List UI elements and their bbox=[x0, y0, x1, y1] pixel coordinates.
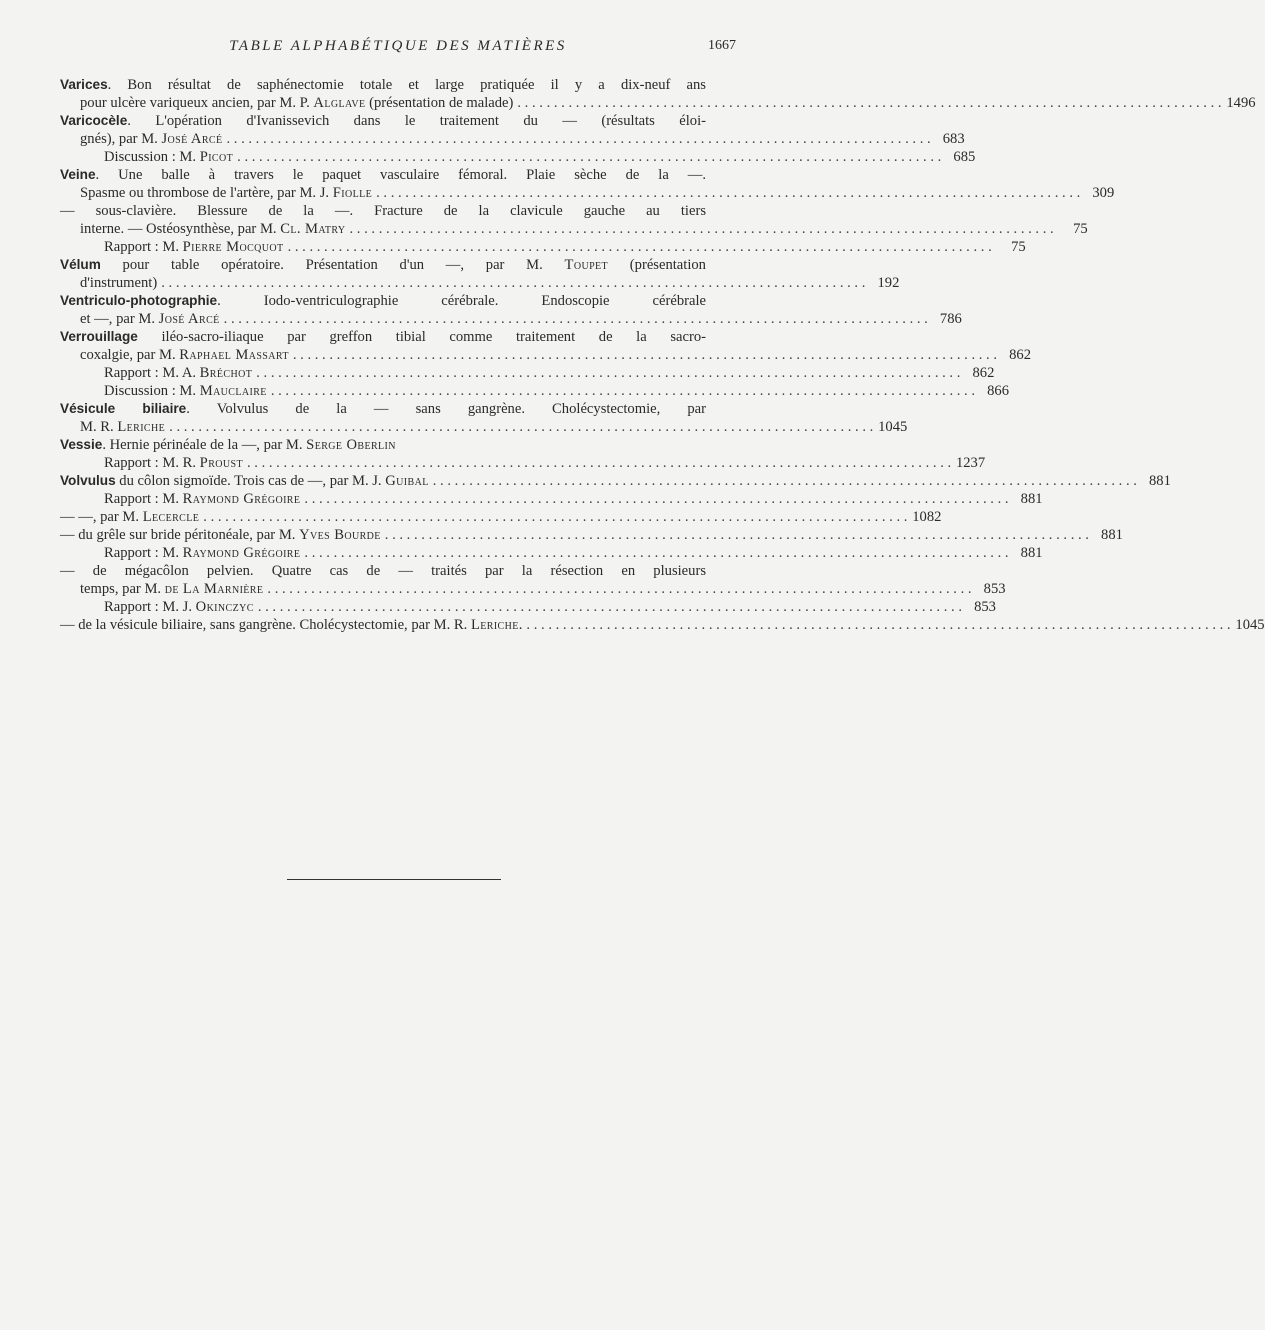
entry-segment: . bbox=[518, 617, 523, 633]
header-title: TABLE ALPHABÉTIQUE DES MATIÈRES bbox=[229, 38, 567, 54]
leader-dots bbox=[288, 238, 992, 256]
index-entries bbox=[60, 76, 1265, 634]
entry-segment: iléo-sacro-iliaque par greffon tibial comme traitement de la sacro- bbox=[137, 329, 706, 345]
entry-segment: et —, par M. bbox=[80, 311, 159, 327]
page-reference: 881 bbox=[1020, 545, 1043, 561]
entry-text bbox=[60, 328, 706, 346]
entry-segment: interne. — Ostéosynthèse, par M. bbox=[80, 221, 281, 237]
entry-segment: . L'opération d'Ivanissevich dans le traitement du — (résultats éloi- bbox=[127, 113, 706, 129]
entry-text bbox=[60, 472, 429, 490]
index-line bbox=[60, 616, 1265, 634]
leader-dots bbox=[203, 508, 907, 526]
entry-text bbox=[104, 544, 300, 562]
entry-segment: . Volvulus de la — sans gangrène. Cholécystectomie, par bbox=[186, 401, 706, 417]
entry-text bbox=[60, 76, 706, 94]
index-line bbox=[60, 454, 986, 472]
entry-text bbox=[60, 562, 706, 580]
page-reference: 1082 bbox=[912, 509, 942, 525]
entry-text bbox=[104, 364, 252, 382]
leader-dots bbox=[517, 94, 1221, 112]
entry-heading: Vésicule biliaire bbox=[60, 401, 187, 416]
entry-segment: temps, par M. bbox=[80, 581, 165, 597]
index-line bbox=[60, 598, 996, 616]
index-line bbox=[60, 436, 736, 454]
leader-dots bbox=[350, 220, 1054, 238]
index-line bbox=[60, 346, 1031, 364]
index-line bbox=[60, 94, 1256, 112]
entry-text bbox=[80, 94, 513, 112]
entry-segment: pour table opératoire. Présentation d'un —, par M. bbox=[100, 257, 565, 273]
author-name: Leriche bbox=[470, 617, 519, 633]
entry-text bbox=[60, 508, 199, 526]
entry-text bbox=[60, 436, 396, 454]
entry-segment: Spasme ou thrombose de l'artère, par M. J. bbox=[80, 185, 333, 201]
leader-dots bbox=[385, 526, 1089, 544]
author-name: Bréchot bbox=[199, 365, 253, 381]
page-reference: 786 bbox=[939, 311, 962, 327]
index-line bbox=[60, 382, 1009, 400]
leader-dots bbox=[271, 382, 975, 400]
index-line bbox=[60, 112, 736, 130]
entry-text bbox=[80, 418, 165, 436]
entry-segment: — —, par M. bbox=[60, 509, 143, 525]
page-reference: 881 bbox=[1149, 473, 1171, 489]
entry-segment: — de mégacôlon pelvien. Quatre cas de — traités par la résection en plusieurs bbox=[60, 563, 706, 579]
entry-text bbox=[60, 616, 522, 634]
leader-dots bbox=[237, 148, 941, 166]
entry-text bbox=[60, 292, 706, 310]
index-line bbox=[60, 166, 736, 184]
entry-segment: . Une balle à travers le paquet vasculaire fémoral. Plaie sèche de la —. bbox=[95, 167, 706, 183]
entry-segment: pour ulcère variqueux ancien, par M. P. bbox=[80, 95, 314, 111]
entry-heading: Vessie bbox=[60, 437, 103, 452]
entry-text bbox=[104, 598, 254, 616]
leader-dots bbox=[226, 130, 930, 148]
entry-text bbox=[104, 238, 284, 256]
index-line bbox=[60, 580, 1006, 598]
author-name: Mauclaire bbox=[199, 383, 267, 399]
entry-heading: Volvulus bbox=[60, 473, 116, 488]
entry-segment: Rapport : M. bbox=[104, 545, 183, 561]
entry-segment: Rapport : M. J. bbox=[104, 599, 196, 615]
index-line bbox=[60, 472, 1171, 490]
entry-heading: Veine bbox=[60, 167, 96, 182]
leader-dots bbox=[267, 580, 971, 598]
leader-dots bbox=[224, 310, 928, 328]
entry-segment: — de la vésicule biliaire, sans gangrène. Cholécystectomie, par M. R. bbox=[60, 617, 471, 633]
page-reference: 685 bbox=[953, 149, 976, 165]
page-reference: 881 bbox=[1101, 527, 1123, 543]
page-reference: 1045 bbox=[1235, 617, 1265, 633]
index-line bbox=[60, 148, 976, 166]
page-reference: 866 bbox=[987, 383, 1009, 399]
entry-text bbox=[60, 202, 706, 220]
entry-segment: — du grêle sur bride péritonéale, par M. bbox=[60, 527, 300, 543]
author-name: Cl. Matry bbox=[280, 221, 346, 237]
author-name: Guibal bbox=[385, 473, 429, 489]
entry-text bbox=[80, 346, 289, 364]
author-name: Fiolle bbox=[332, 185, 373, 201]
entry-segment: — sous-clavière. Blessure de la —. Fracture de la clavicule gauche au tiers bbox=[60, 203, 706, 219]
page-reference: 862 bbox=[972, 365, 995, 381]
entry-segment: . Bon résultat de saphénectomie totale et large pratiquée il y a dix-neuf ans bbox=[107, 77, 706, 93]
entry-heading: Varicocèle bbox=[60, 113, 128, 128]
entry-heading: Ventriculo-photographie bbox=[60, 293, 218, 308]
entry-text bbox=[60, 400, 706, 418]
entry-segment: Rapport : M. A. bbox=[104, 365, 200, 381]
entry-text bbox=[60, 256, 706, 274]
author-name: José Arcé bbox=[161, 131, 223, 147]
author-name: Raymond Grégoire bbox=[182, 545, 301, 561]
page-reference: 683 bbox=[942, 131, 965, 147]
entry-segment: Rapport : M. bbox=[104, 491, 183, 507]
index-line bbox=[60, 328, 736, 346]
entry-segment: coxalgie, par M. bbox=[80, 347, 180, 363]
page-reference: 309 bbox=[1092, 185, 1115, 201]
leader-dots bbox=[304, 490, 1008, 508]
leader-dots bbox=[247, 454, 951, 472]
page-reference: 853 bbox=[983, 581, 1006, 597]
leader-dots bbox=[161, 274, 865, 292]
entry-text bbox=[104, 490, 300, 508]
author-name: José Arcé bbox=[158, 311, 220, 327]
index-line bbox=[60, 400, 736, 418]
index-line bbox=[60, 508, 942, 526]
index-line bbox=[60, 418, 908, 436]
page-reference: 862 bbox=[1009, 347, 1031, 363]
entry-heading: Varices bbox=[60, 77, 108, 92]
entry-text bbox=[80, 220, 346, 238]
page-reference: 1045 bbox=[878, 419, 908, 435]
entry-segment: Rapport : M. R. bbox=[104, 455, 200, 471]
page-reference: 192 bbox=[877, 275, 900, 291]
entry-segment: . Iodo-ventriculographie cérébrale. Endoscopie cérébrale bbox=[217, 293, 706, 309]
entry-segment: (présentation bbox=[608, 257, 706, 273]
leader-dots bbox=[258, 598, 962, 616]
page-reference: 75 bbox=[1073, 221, 1088, 237]
author-name: Serge Oberlin bbox=[306, 437, 396, 453]
entry-text bbox=[80, 310, 220, 328]
leader-dots bbox=[304, 544, 1008, 562]
entry-text bbox=[104, 382, 267, 400]
entry-text bbox=[80, 580, 263, 598]
index-line bbox=[60, 256, 736, 274]
leader-dots bbox=[293, 346, 997, 364]
index-line bbox=[60, 202, 736, 220]
index-line bbox=[60, 274, 900, 292]
entry-segment: Discussion : M. bbox=[104, 149, 200, 165]
entry-heading: Vélum bbox=[60, 257, 101, 272]
entry-text bbox=[80, 184, 372, 202]
author-name: Okinczyc bbox=[195, 599, 254, 615]
index-line bbox=[60, 76, 736, 94]
index-line bbox=[60, 220, 1088, 238]
leader-dots bbox=[376, 184, 1080, 202]
index-line bbox=[60, 310, 962, 328]
entry-text bbox=[60, 166, 706, 184]
author-name: Alglave bbox=[313, 95, 366, 111]
index-line bbox=[60, 544, 1043, 562]
author-name: de La Marnière bbox=[164, 581, 264, 597]
leader-dots bbox=[169, 418, 873, 436]
author-name: Toupet bbox=[564, 257, 609, 273]
end-rule bbox=[287, 879, 501, 880]
entry-text bbox=[60, 112, 706, 130]
entry-heading: Verrouillage bbox=[60, 329, 138, 344]
index-line bbox=[60, 292, 736, 310]
index-line bbox=[60, 238, 1026, 256]
entry-segment: Rapport : M. bbox=[104, 239, 183, 255]
author-name: Pierre Mocquot bbox=[182, 239, 284, 255]
index-line bbox=[60, 526, 1123, 544]
entry-text bbox=[104, 148, 233, 166]
author-name: Picot bbox=[199, 149, 234, 165]
running-header bbox=[60, 38, 736, 58]
entry-segment: Discussion : M. bbox=[104, 383, 200, 399]
leader-dots bbox=[256, 364, 960, 382]
page-reference: 1237 bbox=[955, 455, 986, 471]
author-name: Raphael Massart bbox=[179, 347, 289, 363]
page-reference: 75 bbox=[1011, 239, 1026, 255]
leader-dots bbox=[433, 472, 1137, 490]
entry-segment: d'instrument) bbox=[80, 275, 158, 291]
author-name: Leriche bbox=[117, 419, 166, 435]
entry-text bbox=[60, 526, 381, 544]
author-name: Lecercle bbox=[142, 509, 200, 525]
entry-text bbox=[80, 274, 157, 292]
page-reference: 853 bbox=[974, 599, 996, 615]
index-line bbox=[60, 364, 995, 382]
entry-segment: du côlon sigmoïde. Trois cas de —, par M. J. bbox=[115, 473, 386, 489]
entry-segment: M. R. bbox=[80, 419, 118, 435]
author-name: Yves Bourde bbox=[299, 527, 381, 543]
page-reference: 1496 bbox=[1226, 95, 1256, 111]
leader-dots bbox=[526, 616, 1230, 634]
author-name: Raymond Grégoire bbox=[182, 491, 301, 507]
index-line bbox=[60, 562, 736, 580]
entry-segment: (présentation de malade) bbox=[365, 95, 514, 111]
entry-segment: gnés), par M. bbox=[80, 131, 162, 147]
entry-text bbox=[104, 454, 243, 472]
author-name: Proust bbox=[199, 455, 243, 471]
entry-segment: . Hernie périnéale de la —, par M. bbox=[102, 437, 307, 453]
entry-text bbox=[80, 130, 222, 148]
index-line bbox=[60, 490, 1043, 508]
page-number: 1667 bbox=[708, 38, 736, 53]
index-line bbox=[60, 184, 1115, 202]
page-reference: 881 bbox=[1020, 491, 1043, 507]
index-line bbox=[60, 130, 965, 148]
